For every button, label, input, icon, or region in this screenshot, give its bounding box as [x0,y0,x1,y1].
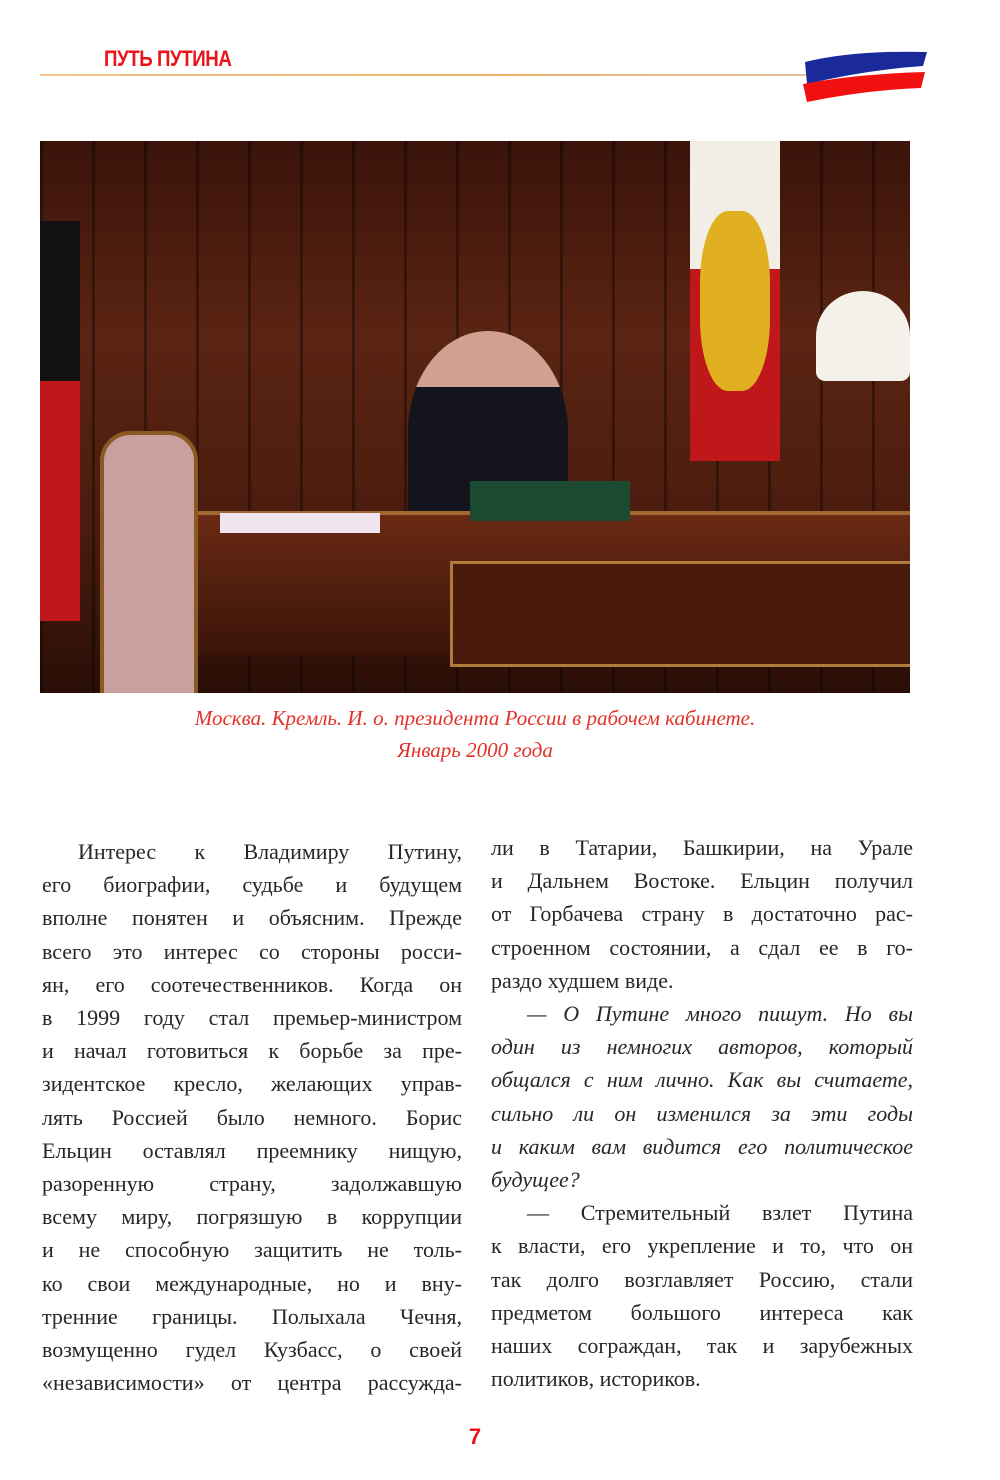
text-line: «независимости» от центра рассужда- [42,1370,462,1396]
question-line: общался с ним лично. Как вы считаете, [491,1067,913,1093]
running-title: ПУТЬ ПУТИНА [104,46,232,71]
text-line: строенном состоянии, а сдал ее в го- [491,934,913,960]
text-line: и начал готовиться к борьбе за пре- [42,1038,462,1064]
question-line: — О Путине много пишут. Но вы [527,1001,913,1027]
text-column-right [491,831,913,1395]
question-line: сильно ли он изменился за эти годы [491,1100,913,1126]
photo-caption-line-1: Москва. Кремль. И. о. президента России в рабочем кабинете. [194,706,756,730]
text-line: ян, его соотечественников. Когда он [42,971,462,997]
question-line: один из немногих авторов, который [491,1034,913,1060]
coat-of-arms [700,211,770,391]
text-line: ко свои международные, но и вну- [42,1270,462,1296]
lamp-shade [816,291,910,381]
text-line: лять Россией было немного. Борис [42,1104,462,1130]
text-line: и не способную защитить не толь- [42,1237,462,1263]
header-rule [40,74,820,76]
text-line: и Дальнем Востоке. Ельцин получил [491,868,913,894]
text-column-left [42,835,462,1399]
photo-kremlin-office [40,141,910,693]
flag-left [40,221,80,621]
text-line: раздо худшем виде. [491,967,674,993]
russian-flag-brush-icon [795,22,935,106]
papers [220,513,380,533]
text-line: возмущенно гудел Кузбасс, о своей [42,1337,462,1363]
text-line: — Стремительный взлет Путина [527,1200,913,1226]
text-line: к власти, его укрепление и то, что он [491,1233,913,1259]
question-line: будущее? [491,1167,580,1193]
text-line: зидентское кресло, желающих управ- [42,1071,462,1097]
text-line: тренние границы. Полыхала Чечня, [42,1303,462,1329]
text-line: всего это интерес со стороны росси- [42,938,462,964]
page-number: 7 [468,1424,482,1449]
text-line: в 1999 году стал премьер-министром [42,1005,462,1031]
question-line: и каким вам видится его политическое [491,1133,913,1159]
text-line: всему миру, погрязшую в коррупции [42,1204,462,1230]
photo-caption-line-2: Январь 2000 года [397,738,553,762]
text-line: политиков, историков. [491,1366,701,1392]
chair [100,431,198,693]
desk-front [450,561,910,667]
text-line: предметом большого интереса как [491,1299,913,1325]
text-line: так долго возглавляет Россию, стали [491,1266,913,1292]
text-line: Интерес к Владимиру Путину, [78,839,462,864]
text-line: от Горбачева страну в достаточно рас- [491,901,913,927]
text-line: наших сограждан, так и зарубежных [491,1333,913,1359]
malachite-set [470,481,630,521]
text-line: вполне понятен и объясним. Прежде [42,905,462,931]
text-line: Ельцин оставлял преемнику нищую, [42,1137,462,1163]
text-line: разоренную страну, задолжавшую [42,1171,462,1197]
text-line: его биографии, судьбе и будущем [42,872,462,898]
text-line: ли в Татарии, Башкирии, на Урале [491,835,913,860]
